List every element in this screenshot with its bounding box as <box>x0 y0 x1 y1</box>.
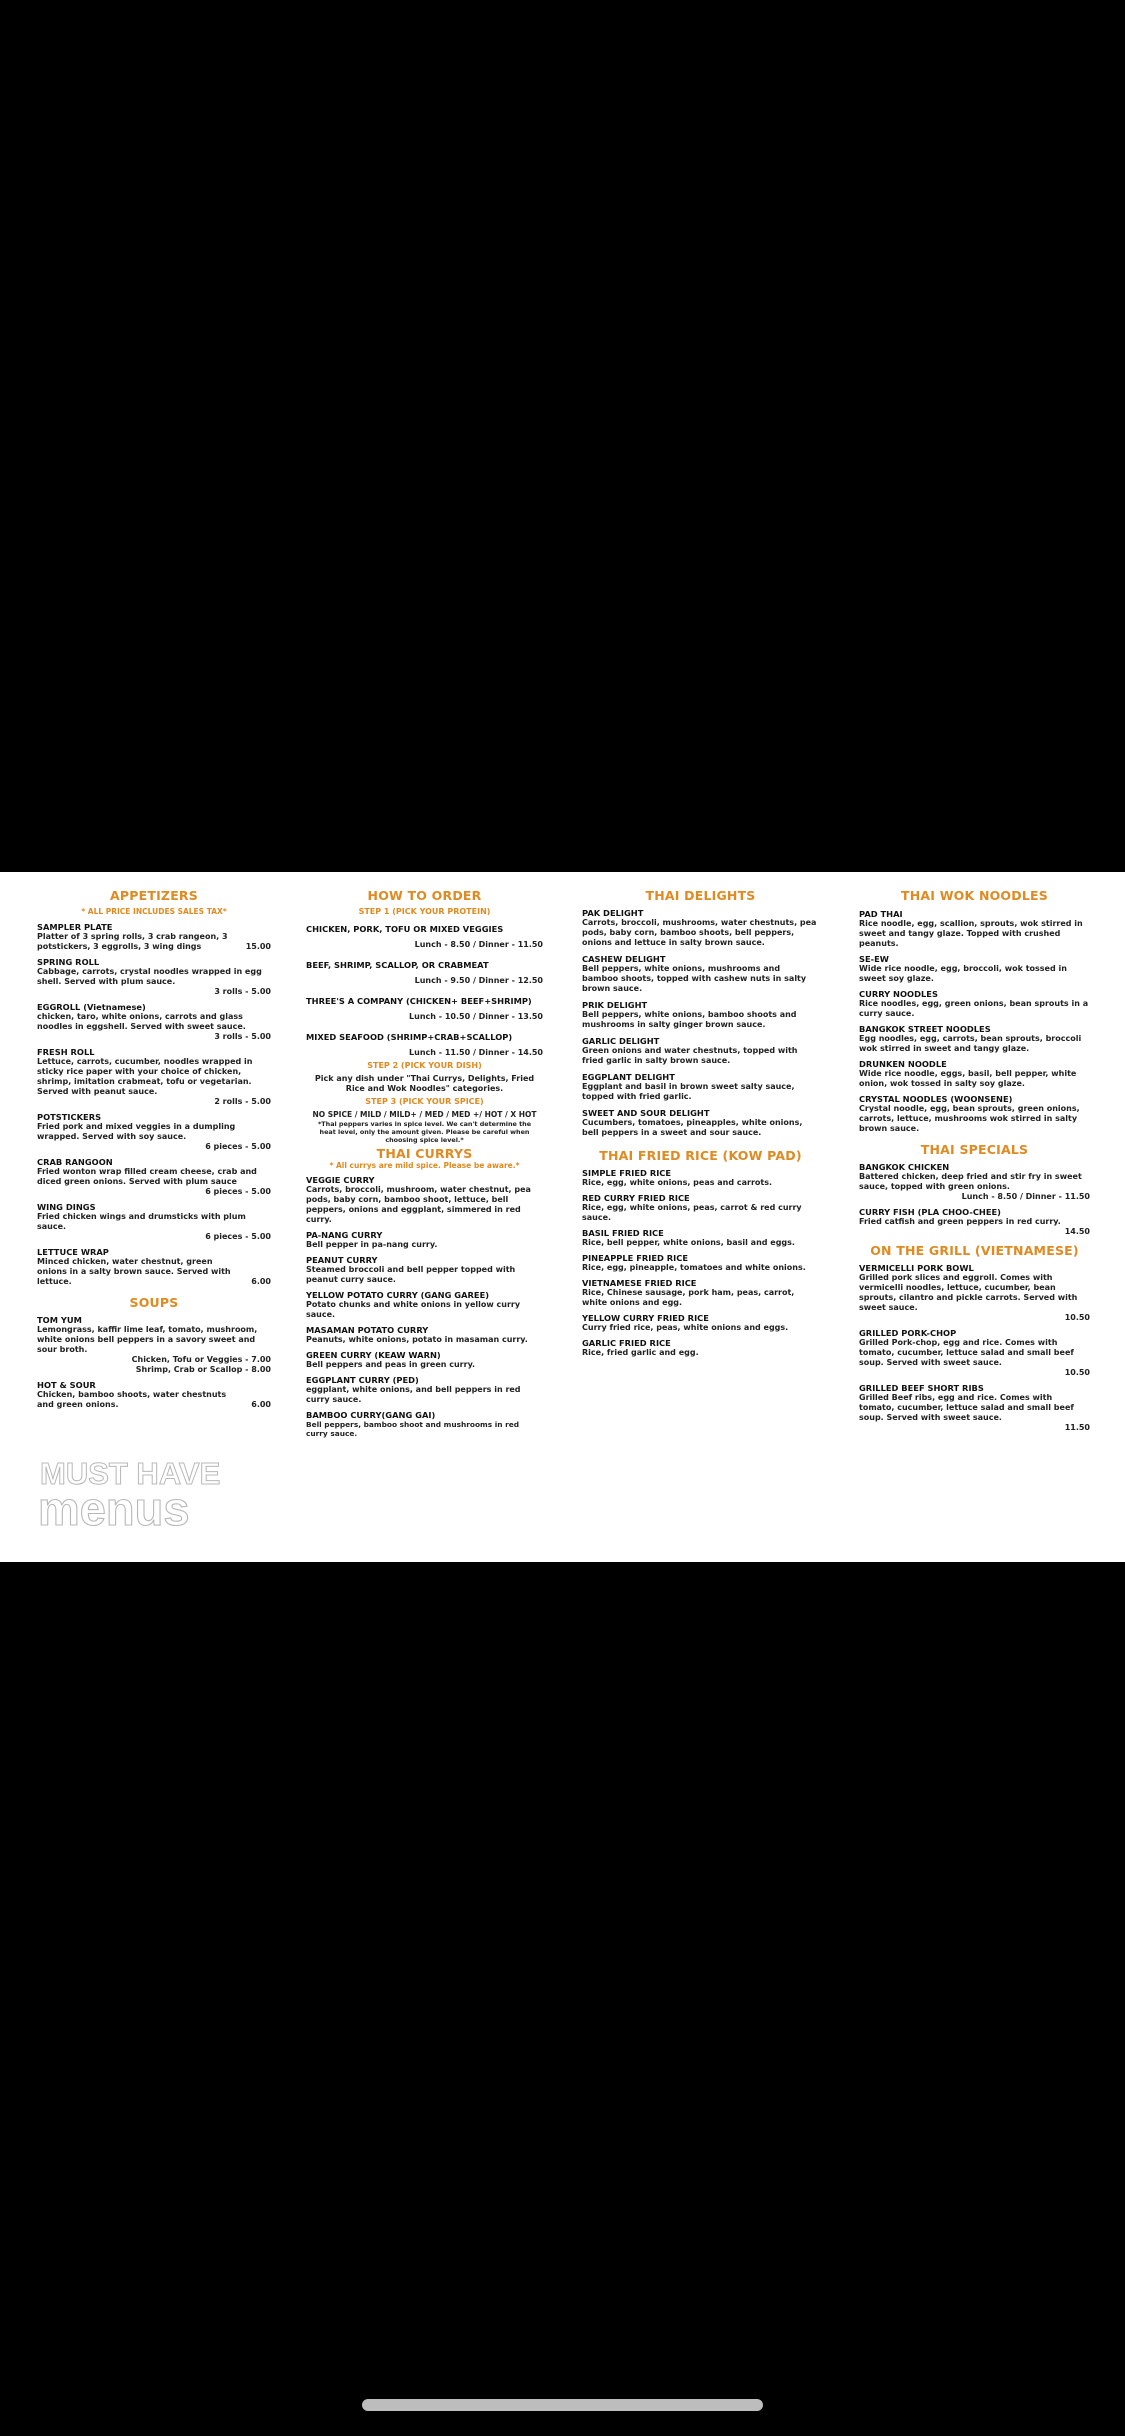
step2-label: STEP 2 (PICK YOUR DISH) <box>367 1061 482 1070</box>
item-desc: Rice, egg, pineapple, tomatoes and white onions. <box>582 1263 806 1272</box>
menu-item <box>37 1202 271 1242</box>
item-desc: Bell peppers, white onions, bamboo shoots and mushrooms in salty ginger brown sauce. <box>582 1010 797 1029</box>
menu-item <box>306 1175 543 1225</box>
spice-levels: NO SPICE / MILD / MILD+ / MED / MED +/ HOT / X HOT <box>312 1110 537 1119</box>
item-name: GARLIC DELIGHT <box>582 1036 660 1046</box>
currys-note: * All currys are mild spice. Please be aware.* <box>329 1161 520 1170</box>
menu-item <box>859 1059 1090 1089</box>
menu-item <box>582 1313 819 1333</box>
menu-item <box>859 989 1090 1019</box>
item-desc: Potato chunks and white onions in yellow curry sauce. <box>306 1300 521 1319</box>
step1-label: STEP 1 (PICK YOUR PROTEIN) <box>358 907 491 916</box>
item-price: 3 rolls - 5.00 <box>214 987 271 996</box>
item-desc: Chicken, bamboo shoots, water chestnuts and green onions. <box>37 1390 227 1409</box>
column-noodles <box>859 886 1090 1433</box>
item-desc: Cabbage, carrots, crystal noodles wrapped in egg shell. Served with plum sauce. <box>37 967 262 986</box>
item-price: 2 rolls - 5.00 <box>214 1097 271 1106</box>
protein-option <box>306 1032 543 1058</box>
menu-item <box>37 1247 271 1287</box>
item-price: 10.50 <box>1064 1368 1090 1377</box>
item-desc: Platter of 3 spring rolls, 3 crab rangeon, 3 potstickers, 3 eggrolls, 3 wing dings <box>37 932 228 951</box>
menu-item <box>37 1047 271 1107</box>
menu-item <box>306 1325 543 1345</box>
item-desc: eggplant, white onions, and bell peppers in red curry sauce. <box>306 1385 521 1404</box>
item-desc: Green onions and water chestnuts, topped with fried garlic in salty brown sauce. <box>582 1046 798 1065</box>
home-indicator[interactable] <box>362 2399 763 2411</box>
item-name: LETTUCE WRAP <box>37 1247 109 1257</box>
item-desc: Steamed broccoli and bell pepper topped with peanut curry sauce. <box>306 1265 516 1284</box>
item-desc: Lettuce, carrots, cucumber, noodles wrapped in sticky rice paper with your choice of chicken, shrimp, imitation crabmeat, tofu or vegetarian. Served with peanut sauce. <box>37 1057 253 1096</box>
protein-price: Lunch - 8.50 / Dinner - 11.50 <box>414 940 543 949</box>
menu-item <box>859 1383 1090 1433</box>
menu-item <box>859 1328 1090 1378</box>
column-appetizers <box>37 886 271 1410</box>
item-desc: Cucumbers, tomatoes, pineapples, white onions, bell peppers in a sweet and sour sauce. <box>582 1118 803 1137</box>
item-name: SIMPLE FRIED RICE <box>582 1168 672 1178</box>
item-price: 11.50 <box>1064 1423 1090 1432</box>
item-name: BANGKOK CHICKEN <box>859 1162 950 1172</box>
spice-note: *Thai peppers varies in spice level. We can't determine the heat level, only the amount given. Please be careful when choosing spice level.* <box>317 1120 532 1144</box>
protein-option <box>306 924 543 950</box>
menu-sheet <box>0 872 1125 1562</box>
item-price: 6 pieces - 5.00 <box>205 1232 271 1241</box>
item-price: 15.00 <box>245 942 271 951</box>
item-desc: Curry fried rice, peas, white onions and eggs. <box>582 1323 789 1332</box>
item-name: DRUNKEN NOODLE <box>859 1059 947 1069</box>
menu-item <box>306 1230 543 1250</box>
menu-item <box>37 922 271 952</box>
must-have-menus-logo <box>38 1454 243 1529</box>
protein-name: THREE'S A COMPANY (CHICKEN+ BEEF+SHRIMP) <box>306 996 532 1006</box>
item-name: PAD THAI <box>859 909 903 919</box>
item-name: BANGKOK STREET NOODLES <box>859 1024 991 1034</box>
menu-item <box>582 1338 819 1358</box>
protein-name: MIXED SEAFOOD (SHRIMP+CRAB+SCALLOP) <box>306 1032 513 1042</box>
menu-item <box>306 1350 543 1370</box>
protein-price: Lunch - 10.50 / Dinner - 13.50 <box>409 1012 543 1021</box>
item-desc: Fried wonton wrap filled cream cheese, crab and diced green onions. Served with plum sauce <box>37 1167 257 1186</box>
item-price: 10.50 <box>1064 1313 1090 1322</box>
item-desc: Egg noodles, egg, carrots, bean sprouts, broccoli wok stirred in sweet and tangy glaze. <box>859 1034 1082 1053</box>
item-name: GRILLED BEEF SHORT RIBS <box>859 1383 984 1393</box>
item-name: WING DINGS <box>37 1202 96 1212</box>
menu-item <box>37 1315 271 1375</box>
specials-heading: THAI SPECIALS <box>920 1142 1029 1157</box>
menu-item <box>582 1072 819 1102</box>
item-name: VIETNAMESE FRIED RICE <box>582 1278 697 1288</box>
step2-text: Pick any dish under "Thai Currys, Delights, Fried Rice and Wok Noodles" categories. <box>314 1074 535 1093</box>
protein-option <box>306 996 543 1022</box>
item-name: PAK DELIGHT <box>582 908 644 918</box>
item-name: PEANUT CURRY <box>306 1255 378 1265</box>
item-name: EGGPLANT CURRY (PED) <box>306 1375 419 1385</box>
item-desc: Carrots, broccoli, mushrooms, water chestnuts, pea pods, baby corn, bamboo shoots, bell peppers, onions and lettuce in salty brown sauce. <box>582 918 817 947</box>
item-name: CURRY NOODLES <box>859 989 938 999</box>
item-price: 6 pieces - 5.00 <box>205 1187 271 1196</box>
noodles-heading: THAI WOK NOODLES <box>901 888 1048 903</box>
item-name: PRIK DELIGHT <box>582 1000 648 1010</box>
item-name: EGGROLL (Vietnamese) <box>37 1002 146 1012</box>
menu-item <box>582 1108 819 1138</box>
menu-item <box>859 1094 1090 1134</box>
item-desc: Rice, egg, white onions, peas and carrots. <box>582 1178 773 1187</box>
delights-heading: THAI DELIGHTS <box>645 888 756 903</box>
menu-item <box>306 1375 543 1405</box>
step3-label: STEP 3 (PICK YOUR SPICE) <box>365 1097 484 1106</box>
item-desc: Crystal noodle, egg, bean sprouts, green onions, carrots, lettuce, mushrooms wok stirred in salty brown sauce. <box>859 1104 1080 1133</box>
item-desc: Rice, fried garlic and egg. <box>582 1348 699 1357</box>
item-desc: Rice, bell pepper, white onions, basil and eggs. <box>582 1238 795 1247</box>
item-name: SWEET AND SOUR DELIGHT <box>582 1108 710 1118</box>
menu-item <box>859 1024 1090 1054</box>
protein-price: Lunch - 11.50 / Dinner - 14.50 <box>409 1048 543 1057</box>
item-desc: Rice noodle, egg, scallion, sprouts, wok stirred in sweet and tangy glaze. Topped with crushed peanuts. <box>859 919 1083 948</box>
item-name: CURRY FISH (PLA CHOO-CHEE) <box>859 1207 1001 1217</box>
menu-item <box>859 1207 1090 1237</box>
item-name: VERMICELLI PORK BOWL <box>859 1263 974 1273</box>
item-price: 6.00 <box>251 1277 271 1286</box>
item-desc: Wide rice noodle, egg, broccoli, wok tossed in sweet soy glaze. <box>859 964 1067 983</box>
item-price: 14.50 <box>1064 1227 1090 1236</box>
column-how-to-order <box>306 886 543 1438</box>
protein-name: BEEF, SHRIMP, SCALLOP, OR CRABMEAT <box>306 960 489 970</box>
item-name: GREEN CURRY (KEAW WARN) <box>306 1350 441 1360</box>
menu-item <box>37 1380 271 1410</box>
item-name: PINEAPPLE FRIED RICE <box>582 1253 689 1263</box>
grill-heading: ON THE GRILL (VIETNAMESE) <box>870 1243 1079 1258</box>
item-desc: Bell peppers, white onions, mushrooms and bamboo shoots, topped with cashew nuts in salty brown sauce. <box>582 964 807 993</box>
currys-heading: THAI CURRYS <box>376 1146 473 1161</box>
menu-item <box>582 1168 819 1188</box>
item-desc: chicken, taro, white onions, carrots and glass noodles in eggshell. Served with sweet sauce. <box>37 1012 246 1031</box>
soups-heading: SOUPS <box>129 1295 179 1310</box>
item-price: Shrimp, Crab or Scallop - 8.00 <box>135 1365 271 1374</box>
item-desc: Battered chicken, deep fried and stir fry in sweet sauce, topped with green onions. <box>859 1172 1082 1191</box>
protein-name: CHICKEN, PORK, TOFU OR MIXED VEGGIES <box>306 924 504 934</box>
item-desc: Rice, Chinese sausage, pork ham, peas, carrot, white onions and egg. <box>582 1288 795 1307</box>
item-name: BASIL FRIED RICE <box>582 1228 664 1238</box>
item-desc: Bell peppers, bamboo shoot and mushrooms in red curry sauce. <box>306 1420 520 1438</box>
item-name: SPRING ROLL <box>37 957 100 967</box>
item-name: EGGPLANT DELIGHT <box>582 1072 675 1082</box>
item-desc: Rice, egg, white onions, peas, carrot & red curry sauce. <box>582 1203 802 1222</box>
item-name: YELLOW POTATO CURRY (GANG GAREE) <box>306 1290 490 1300</box>
menu-item <box>37 957 271 997</box>
item-name: MASAMAN POTATO CURRY <box>306 1325 429 1335</box>
item-name: GRILLED PORK-CHOP <box>859 1328 957 1338</box>
menu-item <box>582 1278 819 1308</box>
item-name: YELLOW CURRY FRIED RICE <box>582 1313 709 1323</box>
item-desc: Rice noodles, egg, green onions, bean sprouts in a curry sauce. <box>859 999 1089 1018</box>
item-desc: Minced chicken, water chestnut, green onions in a salty brown sauce. Served with lettuce. <box>37 1257 231 1286</box>
item-price: 6.00 <box>251 1400 271 1409</box>
menu-item <box>306 1410 543 1438</box>
menu-item <box>306 1290 543 1320</box>
item-price: 6 pieces - 5.00 <box>205 1142 271 1151</box>
item-desc: Lemongrass, kaffir lime leaf, tomato, mushroom, white onions bell peppers in a savory sweet and sour broth. <box>37 1325 258 1354</box>
item-desc: Grilled Beef ribs, egg and rice. Comes with tomato, cucumber, lettuce salad and small beef soup. Served with sweet sauce. <box>859 1393 1074 1422</box>
menu-item <box>37 1002 271 1042</box>
item-price: 3 rolls - 5.00 <box>214 1032 271 1041</box>
item-name: CRAB RANGOON <box>37 1157 113 1167</box>
appetizers-note: * ALL PRICE INCLUDES SALES TAX* <box>81 907 227 916</box>
item-desc: Peanuts, white onions, potato in masaman curry. <box>306 1335 528 1344</box>
item-name: CASHEW DELIGHT <box>582 954 666 964</box>
item-name: SE-EW <box>859 954 889 964</box>
menu-item <box>582 1000 819 1030</box>
menu-item <box>37 1157 271 1197</box>
menu-item <box>582 954 819 994</box>
item-name: GARLIC FRIED RICE <box>582 1338 671 1348</box>
menu-item <box>306 1255 543 1285</box>
item-price: Chicken, Tofu or Veggies - 7.00 <box>131 1355 271 1364</box>
menu-item <box>37 1112 271 1152</box>
menu-item <box>859 1162 1090 1202</box>
item-desc: Carrots, broccoli, mushroom, water chestnut, pea pods, baby corn, bamboo shoot, lettuce, bell peppers, onions and eggplant, simmered in red curry. <box>306 1185 531 1224</box>
item-name: FRESH ROLL <box>37 1047 95 1057</box>
item-desc: Bell peppers and peas in green curry. <box>306 1360 476 1369</box>
item-price: Lunch - 8.50 / Dinner - 11.50 <box>961 1192 1090 1201</box>
logo-line1: MUST HAVE <box>40 1456 221 1491</box>
menu-item <box>859 909 1090 949</box>
item-name: POTSTICKERS <box>37 1112 102 1122</box>
item-name: PA-NANG CURRY <box>306 1230 383 1240</box>
item-desc: Wide rice noodle, eggs, basil, bell pepper, white onion, wok tossed in salty soy glaze. <box>859 1069 1077 1088</box>
menu-item <box>582 908 819 948</box>
item-desc: Bell pepper in pa-nang curry. <box>306 1240 438 1249</box>
item-desc: Fried pork and mixed veggies in a dumpling wrapped. Served with soy sauce. <box>37 1122 236 1141</box>
item-name: RED CURRY FRIED RICE <box>582 1193 690 1203</box>
item-desc: Grilled pork slices and eggroll. Comes with vermicelli noodles, lettuce, cucumber, bean sprouts, cilantro and pickle carrots. Served with sweet sauce. <box>859 1273 1078 1312</box>
menu-item <box>859 1263 1090 1323</box>
item-name: HOT & SOUR <box>37 1380 96 1390</box>
item-name: VEGGIE CURRY <box>306 1175 375 1185</box>
item-name: SAMPLER PLATE <box>37 922 113 932</box>
logo-line2: menus <box>38 1482 190 1529</box>
menu-item <box>582 1228 819 1248</box>
item-desc: Fried chicken wings and drumsticks with plum sauce. <box>37 1212 246 1231</box>
menu-item <box>582 1253 819 1273</box>
item-name: CRYSTAL NOODLES (WOONSENE) <box>859 1094 1013 1104</box>
item-desc: Fried catfish and green peppers in red curry. <box>859 1217 1061 1226</box>
appetizers-heading: APPETIZERS <box>110 888 198 903</box>
fried-rice-heading: THAI FRIED RICE (KOW PAD) <box>599 1148 802 1163</box>
item-name: BAMBOO CURRY(GANG GAI) <box>306 1410 436 1420</box>
protein-option <box>306 960 543 986</box>
item-desc: Grilled Pork-chop, egg and rice. Comes with tomato, cucumber, lettuce salad and small beef soup. Served with sweet sauce. <box>859 1338 1074 1367</box>
protein-price: Lunch - 9.50 / Dinner - 12.50 <box>414 976 543 985</box>
item-desc: Eggplant and basil in brown sweet salty sauce, topped with fried garlic. <box>582 1082 795 1101</box>
menu-item <box>582 1036 819 1066</box>
menu-item <box>859 954 1090 984</box>
column-delights <box>582 886 819 1358</box>
menu-item <box>582 1193 819 1223</box>
how-to-order-heading: HOW TO ORDER <box>367 888 482 903</box>
item-name: TOM YUM <box>37 1315 82 1325</box>
